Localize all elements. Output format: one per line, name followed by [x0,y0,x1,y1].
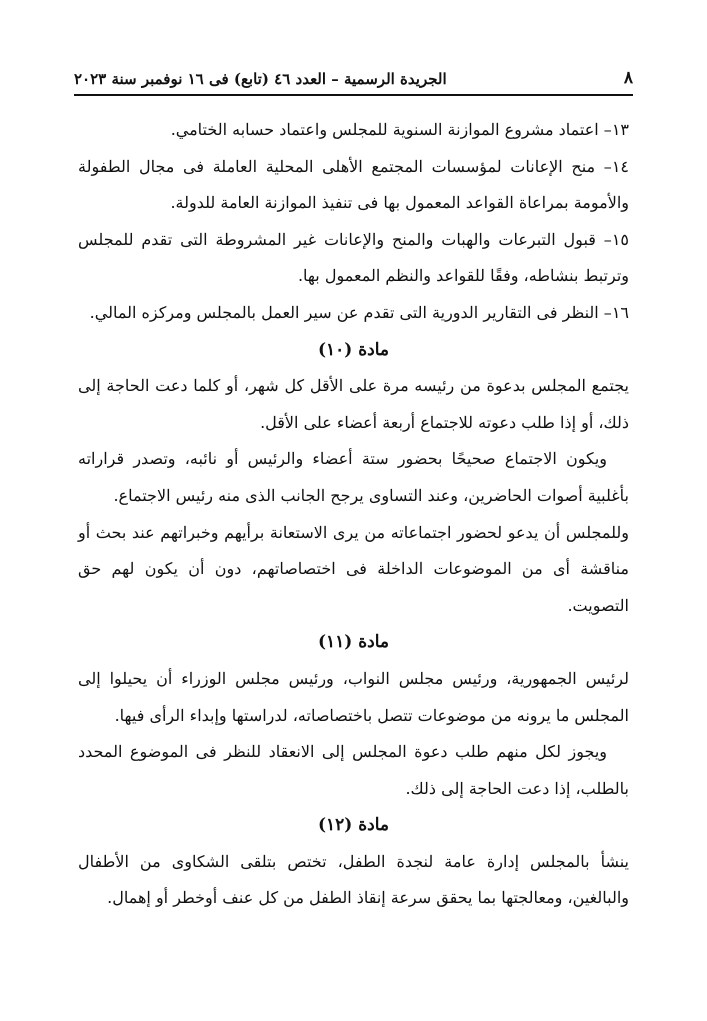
article-10-title: مادة (١٠) [317,339,390,360]
item-14: ١٤– منح الإعانات لمؤسسات المجتمع الأهلى المحلية العاملة فى مجال الطفولة والأمومة بمراعاة القواعد المعمول بها فى تنفيذ الموازنة العامة للدولة. [78,156,629,213]
item-15: ١٥– قبول التبرعات والهبات والمنح والإعانات غير المشروطة التى تقدم للمجلس وترتبط بنشاطه، وفقًا للقواعد والنظم المعمول بها. [78,229,629,286]
document-body [78,112,629,917]
header-rule [74,94,633,96]
article-10-paragraph-1: يجتمع المجلس بدعوة من رئيسه مرة على الأقل كل شهر، أو كلما دعت الحاجة إلى ذلك، أو إذا طلب دعوته للاجتماع أربعة أعضاء على الأقل. [78,376,630,432]
page-header [74,58,633,88]
article-10-paragraph-2: ويكون الاجتماع صحيحًا بحضور ستة أعضاء والرئيس أو نائبه، وتصدر قراراته بأغلبية أصوات الحاضرين، وعند التساوى يرجح الجانب الذى منه رئيس الاجتماع. [78,449,629,505]
article-10-paragraph-3: وللمجلس أن يدعو لحضور اجتماعاته من يرى الاستعانة برأيهم وخبراتهم عند بحث أو مناقشة أى من الموضوعات الداخلة فى اختصاصاتهم، دون أن يكون لهم حق التصويت. [78,522,629,615]
article-11-paragraph-1: لرئيس الجمهورية، ورئيس مجلس النواب، ورئيس مجلس الوزراء أن يحيلوا إلى المجلس ما يرونه من موضوعات تتصل باختصاصاته، لدراستها وإبداء الرأى فيها. [78,668,629,725]
article-11-title: مادة (١١) [317,632,390,653]
article-12-paragraph-1: ينشأ بالمجلس إدارة عامة لنجدة الطفل، تختص بتلقى الشكاوى من الأطفال والبالغين، ومعالجتها بما يحقق سرعة إنقاذ الطفل من كل عنف أوخطر أو إهمال. [78,851,629,908]
item-16: ١٦– النظر فى التقارير الدورية التى تقدم عن سير العمل بالمجلس ومركزه المالي. [89,302,629,322]
item-13: ١٣– اعتماد مشروع الموازنة السنوية للمجلس واعتماد حسابه الختامي. [170,120,629,139]
running-head: الجريدة الرسمية – العدد ٤٦ (تابع) فى ١٦ نوفمبر سنة ٢٠٢٣ [74,70,447,88]
article-11-paragraph-2: ويجوز لكل منهم طلب دعوة المجلس إلى الانعقاد للنظر فى الموضوع المحدد بالطلب، إذا دعت الحاجة إلى ذلك. [78,742,629,798]
page-number: ٨ [623,68,633,88]
article-12-title: مادة (١٢) [317,815,390,836]
